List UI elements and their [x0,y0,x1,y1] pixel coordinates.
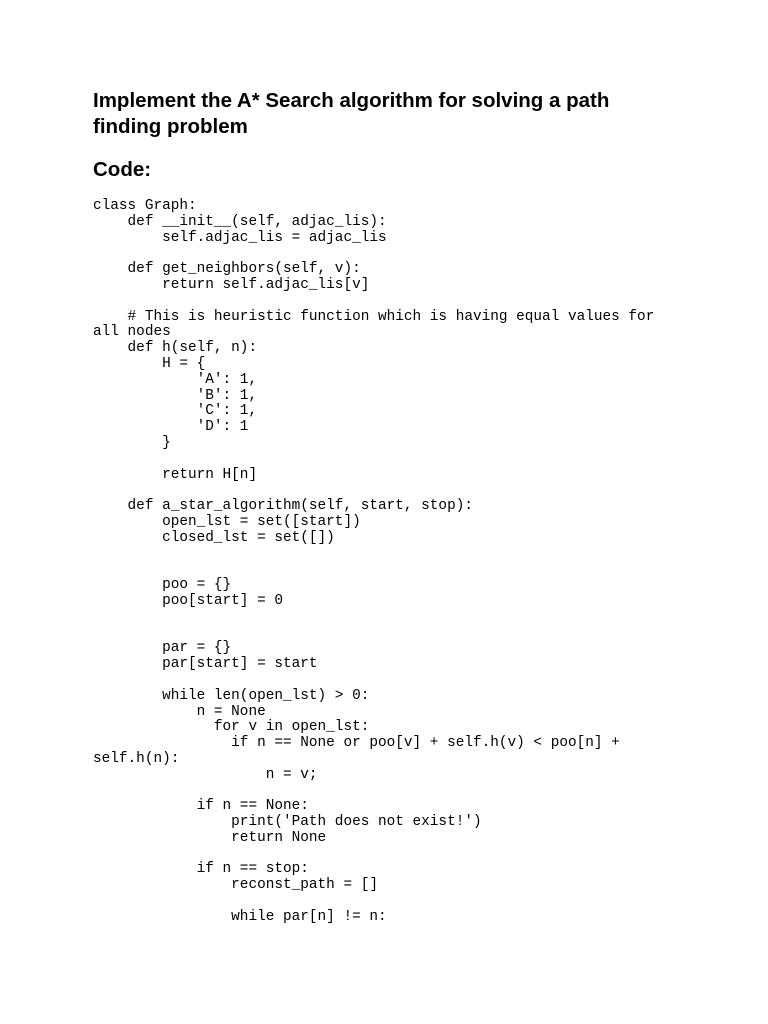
code-line: 'C': 1, [93,403,258,420]
code-line [93,673,733,689]
code-line: for v in open_lst: [93,719,370,736]
code-line: self.adjac_lis = adjac_lis [93,229,387,246]
code-line [93,626,733,642]
document-title [93,88,693,140]
code-line: 'D': 1 [93,419,249,436]
code-line: open_lst = set([start]) [93,513,361,530]
code-line [93,894,733,910]
code-line: all nodes [93,324,171,341]
code-line: } [93,434,171,451]
code-line: return None [93,829,327,846]
code-line: 'A': 1, [93,371,258,388]
code-line: par = {} [93,640,232,657]
code-line: class Graph: [93,198,197,214]
code-line: if n == None or poo[v] + self.h(v) < poo[n] + [93,735,620,752]
code-line [93,246,733,262]
code-line [93,547,733,563]
code-line [93,294,733,310]
code-line: while par[n] != n: [93,908,387,925]
code-line [93,847,733,863]
code-line: def h(self, n): [93,340,258,357]
code-line: def a_star_algorithm(self, start, stop): [93,498,473,515]
code-line [93,610,733,626]
code-line [93,483,733,499]
code-line: closed_lst = set([]) [93,529,335,546]
code-line: poo = {} [93,577,232,594]
code-line: while len(open_lst) > 0: [93,687,370,704]
code-line [93,783,733,799]
code-line: def get_neighbors(self, v): [93,261,361,278]
code-line: par[start] = start [93,656,318,673]
code-line: self.h(n): [93,750,180,767]
code-heading: Code: [93,158,152,181]
code-line: # This is heuristic function which is having equal values for [93,308,655,325]
title-line-1: Implement the A* Search algorithm for solving a path [93,89,610,112]
code-line: if n == stop: [93,861,309,878]
code-line: n = None [93,703,266,720]
code-line [93,562,733,578]
code-line: reconst_path = [] [93,877,378,894]
code-block [93,199,733,926]
code-line: H = { [93,355,206,372]
code-line: 'B': 1, [93,387,258,404]
title-line-2: finding problem [93,115,248,138]
code-line: print('Path does not exist!') [93,814,482,831]
code-line: return self.adjac_lis[v] [93,276,370,293]
code-line: def __init__(self, adjac_lis): [93,213,387,230]
code-line: return H[n] [93,466,258,483]
code-line: n = v; [93,766,318,783]
code-line: poo[start] = 0 [93,592,283,609]
code-line: if n == None: [93,798,309,815]
code-line [93,452,733,468]
